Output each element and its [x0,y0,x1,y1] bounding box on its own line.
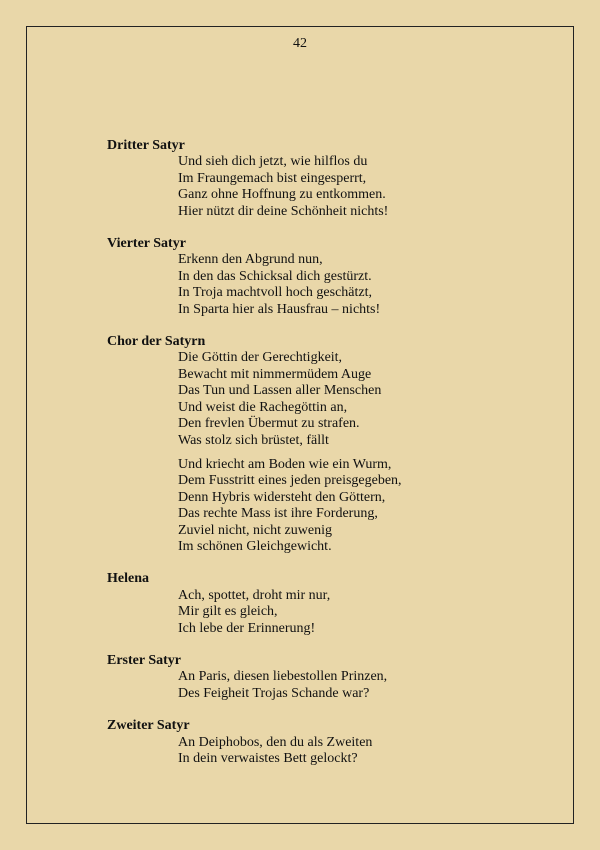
verse-line: Und sieh dich jetzt, wie hilflos du [178,154,368,170]
verse-line: Und kriecht am Boden wie ein Wurm, [178,456,392,472]
verse-line: Und weist die Rachegöttin an, [178,399,348,415]
verse-line: Dem Fusstritt eines jeden preisgegeben, [178,473,402,489]
speaker-name: Vierter Satyr [107,236,186,252]
verse-line: In dein verwaistes Bett gelockt? [178,751,358,766]
speaker-name: Zweiter Satyr [107,718,190,734]
dialogue-block [107,138,547,220]
speaker-name: Chor der Satyrn [107,334,206,350]
verse-line: Ach, spottet, droht mir nur, [178,587,331,603]
script-text [107,138,547,783]
verse-line: Hier nützt dir deine Schönheit nichts! [178,203,389,219]
dialogue-block [107,718,547,767]
verse-line: In Sparta hier als Hausfrau – nichts! [178,301,381,317]
dialogue-block [107,571,547,637]
verse-line: Die Göttin der Gerechtigkeit, [178,350,343,366]
verse-stanza [178,588,547,637]
speaker-name: Helena [107,571,149,587]
verse-line: Das Tun und Lassen aller Menschen [178,383,382,399]
page-number: 42 [293,36,307,51]
verse-stanza [178,154,547,220]
verse-line: Den frevlen Übermut zu strafen. [178,416,360,432]
verse-line: Des Feigheit Trojas Schande war? [178,685,370,701]
dialogue-block [107,236,547,318]
verse-line: Erkenn den Abgrund nun, [178,252,323,268]
verse-stanza [178,252,547,318]
verse-line: Das rechte Mass ist ihre Forderung, [178,506,378,522]
verse-stanza [178,735,547,768]
dialogue-block [107,334,547,555]
verse-line: An Deiphobos, den du als Zweiten [178,734,373,750]
dialogue-block [107,653,547,702]
verse-line: Mir gilt es gleich, [178,604,278,620]
verse-stanza [178,669,547,702]
verse-line: Bewacht mit nimmermüdem Auge [178,366,372,382]
verse-line: In Troja machtvoll hoch geschätzt, [178,285,373,301]
verse-stanza [178,457,547,555]
verse-line: Ich lebe der Erinnerung! [178,620,316,636]
verse-line: Denn Hybris widersteht den Göttern, [178,489,386,505]
verse-line: Ganz ohne Hoffnung zu entkommen. [178,187,386,203]
speaker-name: Dritter Satyr [107,138,185,153]
verse-line: Was stolz sich brüstet, fällt [178,432,329,448]
verse-line: Im Fraungemach bist eingesperrt, [178,170,367,186]
verse-line: In den das Schicksal dich gestürzt. [178,268,372,284]
verse-line: Im schönen Gleichgewicht. [178,538,332,554]
verse-line: Zuviel nicht, nicht zuwenig [178,522,332,538]
speaker-name: Erster Satyr [107,652,181,668]
verse-stanza [178,350,547,448]
verse-line: An Paris, diesen liebestollen Prinzen, [178,669,388,685]
